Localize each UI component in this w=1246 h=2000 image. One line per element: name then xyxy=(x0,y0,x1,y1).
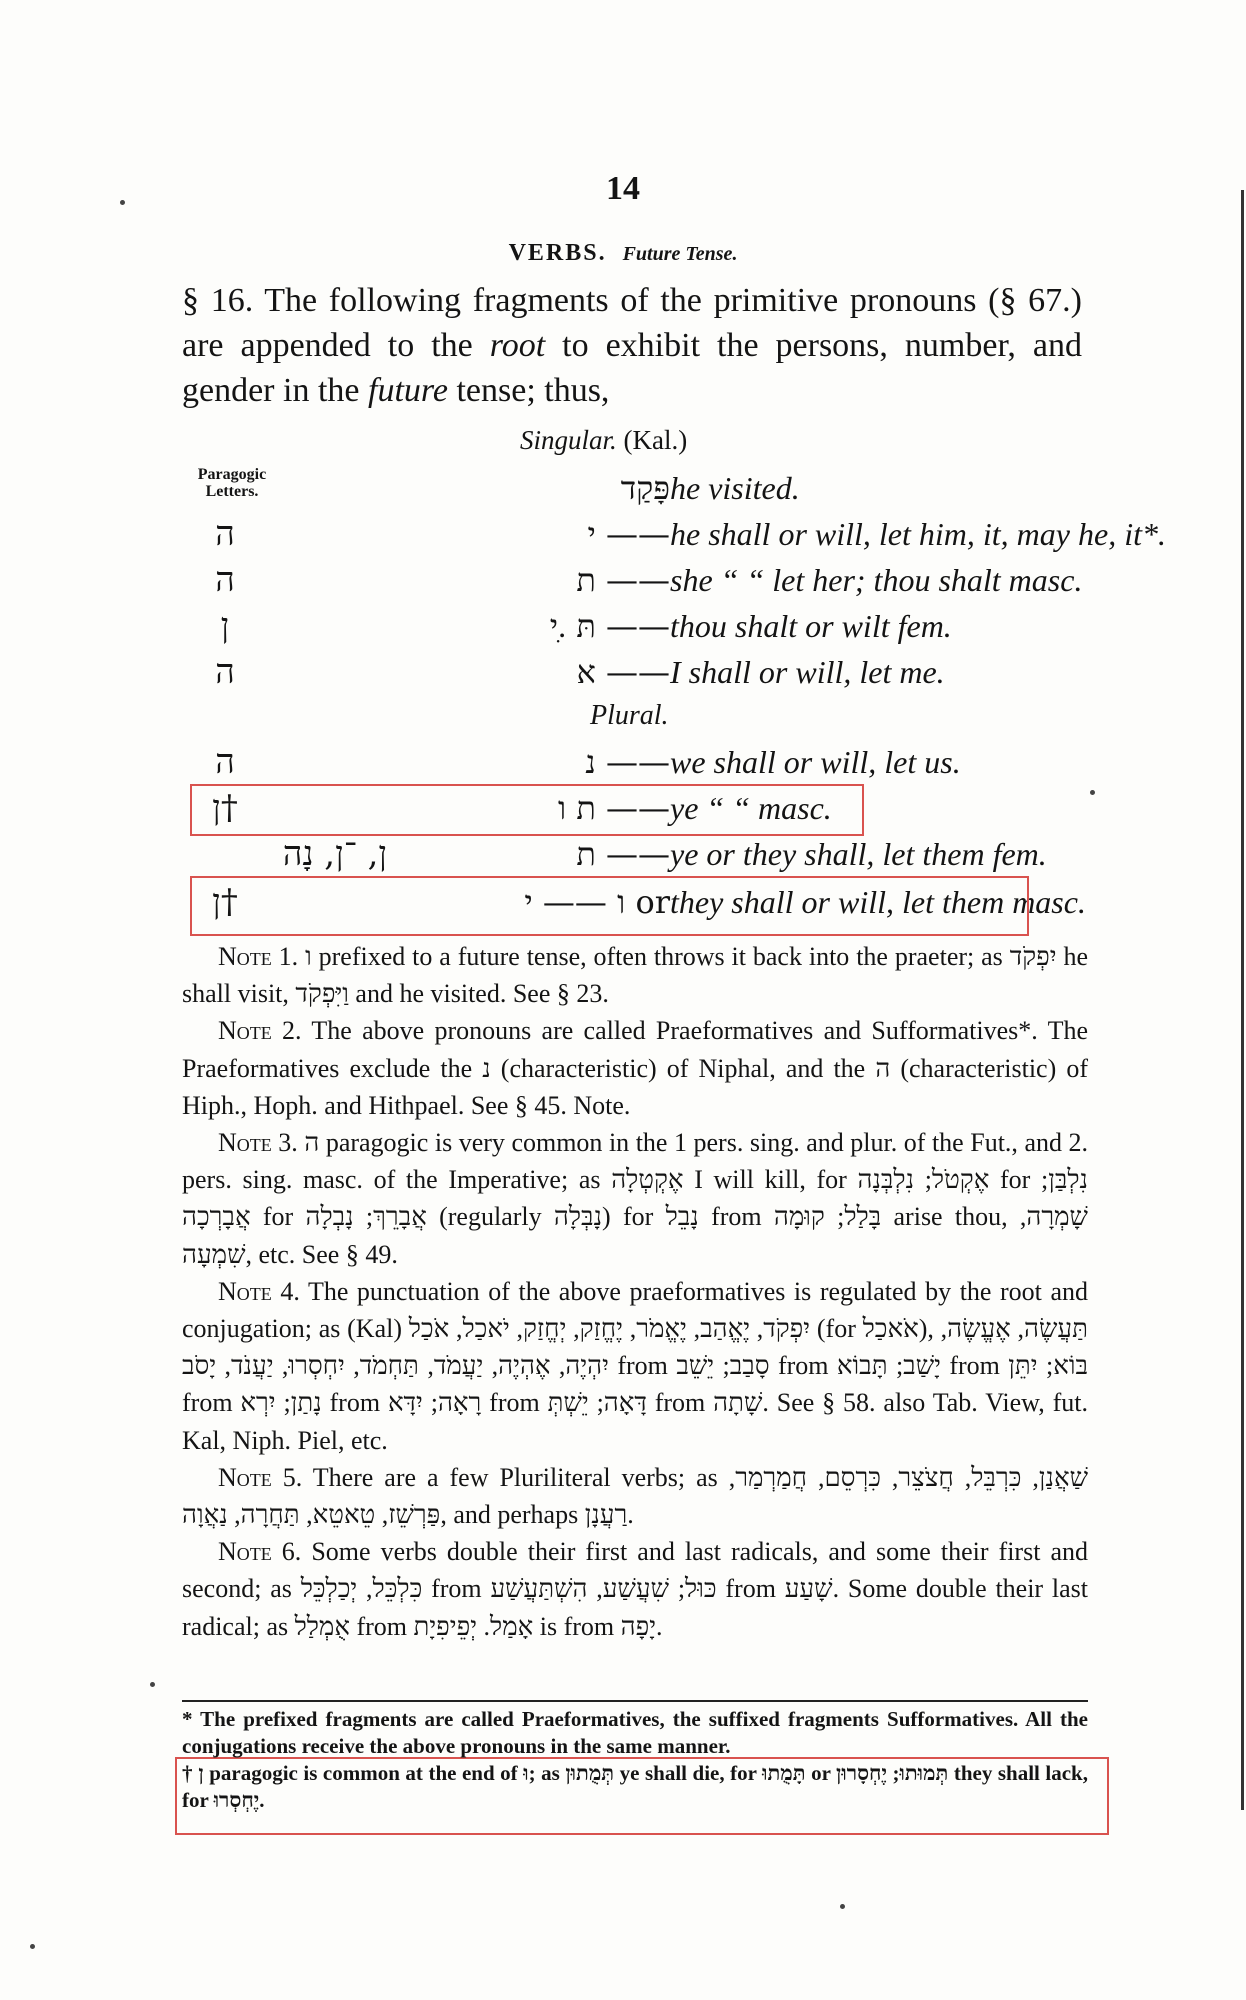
note-text: The above pronouns are called Praeformatives and Sufformatives*. The Praeformatives exclude the נ (characteristic) of Niphal, and the ה (characteristic) of Hiph., Hoph. and Hithpael. See § 45. Note. xyxy=(182,1016,1089,1120)
footnote-asterisk: * The prefixed fragments are called Praeformatives, the suffixed fragments Sufformatives. All the conjugations receive the above pronouns in the same manner. xyxy=(182,1707,1088,1758)
paragogic-letter: ה xyxy=(215,652,235,692)
section-16-text-2: to exhibit the persons, number, and gender in the xyxy=(182,327,1082,409)
section-16-text-1: § 16. The following fragments of the primitive pronouns (§ 67.) are appended to the xyxy=(182,282,1082,364)
paragogic-heading-line-2: Letters. xyxy=(205,483,259,500)
note-3 xyxy=(182,1124,1088,1273)
scan-speck xyxy=(1090,790,1095,795)
section-16-text-3: tense; thus, xyxy=(447,372,610,409)
footnotes xyxy=(182,1706,1088,1814)
paragogic-heading-line-1: Paragogic xyxy=(197,466,267,483)
hebrew-form: or ו —— י xyxy=(524,883,670,921)
page-edge-shadow xyxy=(1241,190,1244,1810)
highlight-box xyxy=(190,784,864,836)
paragogic-letter: †ן xyxy=(212,882,238,922)
english-gloss: they shall or will, let them masc. xyxy=(670,884,1086,920)
section-16-paragraph xyxy=(182,278,1082,413)
notes-section xyxy=(182,938,1088,1645)
english-gloss: I shall or will, let me. xyxy=(670,654,945,690)
note-text: There are a few Pluriliteral verbs; as שַׁאֲנַן, כִּרְבֵּל, חֲצֹצֵר, כִּרְסֵם, חֲמַרְמַר, פַּרְשֵׁז, טֵאטֵא, תַּחֲרָה, נַאֲוָה, and perhaps רַעֲנָן. xyxy=(182,1462,1088,1530)
note-2 xyxy=(182,1012,1088,1124)
english-gloss: thou shalt or wilt fem. xyxy=(670,608,952,644)
highlight-box xyxy=(190,876,1029,936)
paragogic-letters-heading xyxy=(180,466,284,500)
english-gloss: he shall or will, let him, it, may he, it*. xyxy=(670,516,1166,552)
paragogic-letter: ן, ־ן, נָה xyxy=(282,834,388,874)
note-1 xyxy=(182,938,1088,1012)
note-4 xyxy=(182,1273,1088,1459)
scan-speck xyxy=(120,200,125,205)
paragogic-letter: ה xyxy=(215,742,235,782)
hebrew-form: —— א xyxy=(576,653,670,691)
note-label: Note 4. xyxy=(218,1276,300,1306)
english-gloss: we shall or will, let us. xyxy=(670,744,961,780)
note-label: Note 1. xyxy=(218,942,299,971)
singular-heading xyxy=(520,425,687,456)
footnote-rule xyxy=(182,1700,1088,1702)
english-gloss: ye “ “ masc. xyxy=(670,790,832,826)
paragogic-letter: ן xyxy=(220,606,230,646)
paragogic-letter: †ן xyxy=(212,788,238,828)
note-6 xyxy=(182,1533,1088,1645)
singular-label: Singular. xyxy=(520,425,617,455)
note-label: Note 6. xyxy=(218,1537,302,1567)
scan-speck xyxy=(840,1904,845,1909)
kal-label: (Kal.) xyxy=(623,425,688,455)
scan-speck xyxy=(150,1682,155,1687)
english-gloss: ye or they shall, let them fem. xyxy=(670,836,1047,872)
footnote-dagger: † ן paragogic is common at the end of וּ; as תְּמֻתוּן ye shall die, for תָּמֻתוּ or תְּמוּתוּ; יֶחְסָרוּן they shall lack, for יֶחְסְרוּ. xyxy=(182,1761,1088,1812)
scan-speck xyxy=(30,1944,35,1949)
hebrew-form: —— נ xyxy=(585,743,670,781)
note-5 xyxy=(182,1459,1088,1533)
section-16-future: future xyxy=(368,372,448,409)
hebrew-form: —— ת xyxy=(576,561,670,599)
running-head-subtitle: Future Tense. xyxy=(622,243,738,265)
note-text: ו prefixed to a future tense, often throws it back into the praeter; as יִפְקֹד he shall visit, וַיִּפְקֹד and he visited. See § 23. xyxy=(182,942,1089,1009)
english-gloss: he visited. xyxy=(670,470,800,506)
page-number: 14 xyxy=(606,170,640,207)
running-head xyxy=(0,240,1246,267)
note-label: Note 3. xyxy=(218,1128,298,1158)
section-16-root: root xyxy=(489,327,546,364)
english-gloss: she “ “ let her; thou shalt masc. xyxy=(670,562,1083,598)
plural-heading: Plural. xyxy=(590,700,669,731)
hebrew-form: פָּקַד xyxy=(620,469,670,507)
note-text: Some verbs double their first and last radicals, and some their first and second; as כִּלְכֵּל, יְכַלְכֵּל from כּוּל; שִׁעֲשַׁע, הִשְׁתַּעֲשַׁע from שָׁעַע. Some double their last radical; as אֻמְלַל from אָמַל. יְפֵיפִיָת is from יָפָה. xyxy=(182,1537,1088,1641)
note-text: ה paragogic is very common in the 1 pers. sing. and plur. of the Fut., and 2. pers. sing. masc. of the Imperative; as אֶקְטְלָה I will kill, for אֶקְטֹל; נִלְבְּנָה for נִלְבַּן; אֲבָרְכָה for אֲבָרֵךְ; נָבְלָה (regularly נָבְּלָה) for נָבֵל from בָּלַל; קוּמָה arise thou, שָׁמְרָה, שִׁמְעָה, etc. See § 49. xyxy=(182,1128,1089,1269)
running-head-title: VERBS. xyxy=(508,240,607,266)
hebrew-form: —— תּ .ִי xyxy=(549,607,670,645)
paragogic-letter: ה xyxy=(215,514,235,554)
note-text: The punctuation of the above praeformatives is regulated by the root and conjugation; as (Kal) יִפְקֹד, יֶאֱהַב, יֶאֱמֹר, יֶחֱזַק, יְחֱזַק, יֹאכַל, אֹכַל (for אֹאכַל), תַּעֲשֶׂה, אֶעֱשֶׂה, יִהְיֶה, אֶהְיֶה, יַעֲמֹד, תַּחְמֹד, יִחְסְרוּ, יַעֲנֹד, יָסֹב from סָבַב; יֵשֵׁב from יָשַׁב; תָּבוֹא from בּוֹא; יִתֵּן from נָתַן; יִרְא from רָאָה; יִדָּא from דָּאָה; יֵשְׁתְּ from שָׁתָה. See § 58. also Tab. View, fut. Kal, Niph. Piel, etc. xyxy=(182,1276,1089,1455)
paragogic-letter: ה xyxy=(215,560,235,600)
hebrew-form: —— י xyxy=(587,515,670,553)
hebrew-form: —— ת ו xyxy=(557,789,670,827)
hebrew-form: —— ת xyxy=(576,835,670,873)
note-label: Note 2. xyxy=(218,1016,302,1046)
note-label: Note 5. xyxy=(218,1462,303,1492)
